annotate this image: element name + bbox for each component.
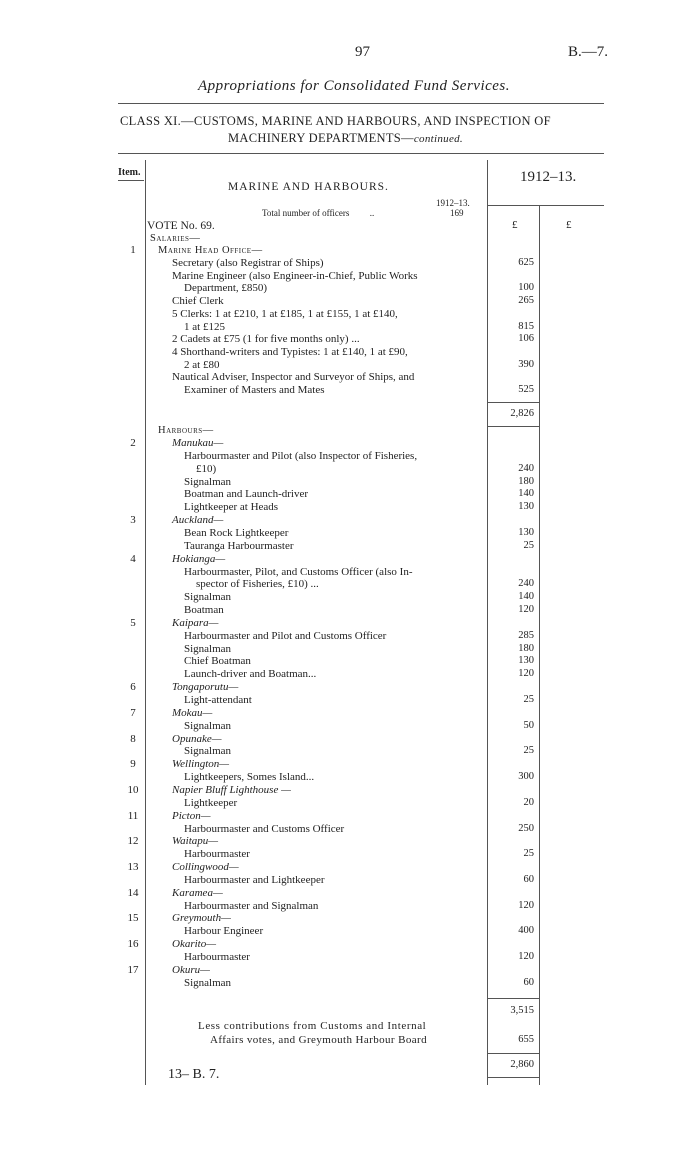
harbour-amount: 60 xyxy=(523,873,534,885)
item-number: 6 xyxy=(130,681,136,694)
item-number: 9 xyxy=(130,758,136,771)
officers-label-text: Total number of officers xyxy=(262,208,350,218)
harbour-entry: Tauranga Harbourmaster xyxy=(184,539,294,552)
harbour-entry: Lightkeepers, Somes Island... xyxy=(184,771,315,784)
less-contributions-line-1: Less contributions from Customs and Internal xyxy=(198,1020,427,1032)
harbour-entry: Harbourmaster, Pilot, and Customs Officer (also In- xyxy=(184,565,413,578)
net-total-rule-top xyxy=(488,1053,539,1054)
head-office-entry: 1 at £125 xyxy=(184,320,225,333)
harbour-amount: 180 xyxy=(518,475,534,487)
harbour-entry: Harbourmaster and Signalman xyxy=(184,899,319,912)
head-office-entry: Secretary (also Registrar of Ships) xyxy=(172,257,324,269)
net-total-rule-bottom xyxy=(488,1077,539,1078)
item-number: 5 xyxy=(130,616,136,629)
harbour-place-name: Manukau— xyxy=(172,437,224,449)
head-office-total: 2,826 xyxy=(510,408,534,419)
class-title-main: MACHINERY DEPARTMENTS— xyxy=(228,131,414,145)
harbour-entry: Signalman xyxy=(184,591,232,604)
harbour-entry: Signalman xyxy=(184,719,232,732)
harbour-place-name: Tongaporutu— xyxy=(172,681,239,694)
less-contributions-line-2: Affairs votes, and Greymouth Harbour Board xyxy=(210,1034,427,1046)
harbour-place-name: Okuru— xyxy=(172,963,210,976)
head-office-entry: Chief Clerk xyxy=(172,295,224,308)
class-title-line-1: CLASS XI.—CUSTOMS, MARINE AND HARBOURS, AND INSPECTION OF xyxy=(120,114,551,128)
harbour-amount: 300 xyxy=(518,771,534,783)
head-office-amount: 390 xyxy=(518,358,534,370)
marine-head-office-heading: Marine Head Office— xyxy=(158,245,263,256)
harbour-place-name: Kaipara— xyxy=(172,616,219,629)
item-number: 10 xyxy=(127,783,139,796)
head-office-amount: 815 xyxy=(518,320,534,332)
harbour-amount: 60 xyxy=(523,976,534,988)
harbour-entry: Light-attendant xyxy=(184,694,252,706)
harbour-amount: 140 xyxy=(518,488,534,500)
harbour-amount: 20 xyxy=(523,796,534,808)
head-office-amount: 106 xyxy=(518,333,534,345)
harbour-amount: 240 xyxy=(518,578,534,590)
harbour-entry: Harbourmaster xyxy=(184,951,250,963)
harbour-place-name: Napier Bluff Lighthouse — xyxy=(172,783,291,796)
head-office-entry: Examiner of Masters and Mates xyxy=(184,384,325,396)
head-office-entry: Nautical Adviser, Inspector and Surveyor of Ships, and xyxy=(172,371,415,384)
page-number: 97 xyxy=(355,44,370,60)
net-total: 2,860 xyxy=(510,1059,534,1070)
head-office-entry: 2 at £80 xyxy=(184,358,220,371)
harbour-place-name: Opunake— xyxy=(172,732,222,745)
running-title: Appropriations for Consolidated Fund Services. xyxy=(198,78,511,94)
title-rule xyxy=(118,153,604,154)
harbour-entry: Harbourmaster and Lightkeeper xyxy=(184,873,325,886)
officers-year: 1912–13. xyxy=(436,198,470,208)
harbour-entry: Chief Boatman xyxy=(184,655,251,668)
item-number: 16 xyxy=(127,938,139,951)
harbour-amount: 120 xyxy=(518,604,534,616)
amount-column-rule-left xyxy=(487,160,488,1085)
head-office-entry: Department, £850) xyxy=(184,282,268,295)
harbour-entry: Harbourmaster xyxy=(184,848,250,861)
harbour-entry: Harbourmaster and Pilot and Customs Officer xyxy=(184,629,387,642)
harbour-entry: Bean Rock Lightkeeper xyxy=(184,526,289,539)
currency-symbol-1: £ xyxy=(512,219,518,231)
section-title: MARINE AND HARBOURS. xyxy=(228,181,389,193)
harbour-entry: Lightkeeper at Heads xyxy=(184,501,279,514)
head-office-entry: 5 Clerks: 1 at £210, 1 at £185, 1 at £155, 1 at £140, xyxy=(172,307,398,320)
item-number: 14 xyxy=(127,886,139,899)
head-office-total-rule xyxy=(488,426,539,427)
harbour-amount: 250 xyxy=(518,822,534,834)
harbours-subtotal-rule xyxy=(488,998,539,999)
harbours-subtotal: 3,515 xyxy=(510,1005,534,1016)
head-office-amount: 625 xyxy=(518,257,534,268)
less-contributions-amount: 655 xyxy=(518,1034,534,1045)
harbour-place-name: Karamea— xyxy=(172,886,223,899)
harbour-amount: 25 xyxy=(523,848,534,860)
harbour-place-name: Collingwood— xyxy=(172,861,239,874)
head-office-amount: 525 xyxy=(518,384,534,395)
harbour-entry: £10) xyxy=(196,462,217,475)
item-number: 17 xyxy=(127,963,139,976)
harbour-amount: 130 xyxy=(518,501,534,513)
harbour-amount: 240 xyxy=(518,462,534,474)
harbour-entry: Signalman xyxy=(184,475,232,488)
item-number-1: 1 xyxy=(130,244,136,256)
harbour-entry: Harbourmaster and Customs Officer xyxy=(184,822,345,835)
harbour-amount: 25 xyxy=(523,694,534,705)
harbour-place-name: Wellington— xyxy=(172,758,230,771)
item-number: 2 xyxy=(130,437,136,449)
harbour-amount: 130 xyxy=(518,526,534,538)
harbour-place-name: Okarito— xyxy=(172,938,216,951)
harbour-entry: Lightkeeper xyxy=(184,796,238,809)
head-office-subtotal-rule xyxy=(488,402,539,403)
item-number: 4 xyxy=(130,552,136,565)
head-office-entry: 4 Shorthand-writers and Typistes: 1 at £140, 1 at £90, xyxy=(172,345,408,358)
year-header-rule xyxy=(488,205,604,206)
harbour-place-name: Mokau— xyxy=(172,706,213,719)
head-office-entry: 2 Cadets at £75 (1 for five months only) ... xyxy=(172,333,360,346)
harbour-entry: Boatman and Launch-driver xyxy=(184,488,309,501)
harbour-amount: 50 xyxy=(523,719,534,731)
harbour-amount: 180 xyxy=(518,642,534,654)
officers-count: 169 xyxy=(450,208,464,218)
harbour-amount: 25 xyxy=(523,745,534,757)
harbour-place-name: Picton— xyxy=(172,809,211,822)
harbour-amount: 120 xyxy=(518,951,534,962)
harbours-heading: Harbours— xyxy=(158,425,214,436)
harbour-place-name: Waitapu— xyxy=(172,835,219,848)
head-office-amount: 100 xyxy=(518,282,534,294)
harbour-place-name: Auckland— xyxy=(172,514,224,527)
item-column-header: Item. xyxy=(118,167,141,178)
item-number: 11 xyxy=(127,809,139,822)
item-header-rule xyxy=(118,180,144,181)
item-number: 13 xyxy=(127,861,139,874)
vote-number: VOTE No. 69. xyxy=(147,220,215,232)
harbour-entry: Boatman xyxy=(184,604,224,617)
harbour-amount: 25 xyxy=(523,539,534,551)
harbour-amount: 120 xyxy=(518,899,534,911)
item-number: 12 xyxy=(127,835,139,848)
currency-symbol-2: £ xyxy=(566,219,572,231)
class-title-line-2 xyxy=(228,131,463,146)
harbour-entry: Signalman xyxy=(184,642,232,655)
signature-mark: 13– B. 7. xyxy=(168,1067,220,1082)
head-office-amount: 265 xyxy=(518,295,534,307)
harbour-amount: 285 xyxy=(518,629,534,641)
amount-column-rule-mid xyxy=(539,205,540,1085)
harbour-entry: Signalman xyxy=(184,976,232,989)
harbour-amount: 130 xyxy=(518,655,534,667)
salaries-heading: Salaries— xyxy=(150,233,201,244)
year-column-header: 1912–13. xyxy=(520,169,577,185)
harbour-entry: spector of Fisheries, £10) ... xyxy=(196,578,319,591)
harbour-amount: 140 xyxy=(518,591,534,603)
item-number: 8 xyxy=(130,732,136,745)
officers-label: Total number of officers .. xyxy=(262,208,375,218)
header-rule xyxy=(118,103,604,104)
item-number: 15 xyxy=(127,912,139,925)
item-number: 7 xyxy=(130,706,136,719)
harbour-amount: 400 xyxy=(518,925,534,937)
harbour-entry: Signalman xyxy=(184,745,232,758)
harbour-entry: Harbour Engineer xyxy=(184,925,264,938)
class-title-continued: continued. xyxy=(413,133,463,145)
harbour-place-name: Hokianga— xyxy=(172,552,226,565)
item-number: 3 xyxy=(130,514,136,527)
harbour-entry: Launch-driver and Boatman... xyxy=(184,668,317,681)
head-office-entry: Marine Engineer (also Engineer-in-Chief, Public Works xyxy=(172,269,418,282)
harbour-amount: 120 xyxy=(518,668,534,680)
harbour-entry: Harbourmaster and Pilot (also Inspector of Fisheries, xyxy=(184,449,418,462)
paper-reference: B.—7. xyxy=(568,44,609,60)
harbour-place-name: Greymouth— xyxy=(172,912,231,925)
